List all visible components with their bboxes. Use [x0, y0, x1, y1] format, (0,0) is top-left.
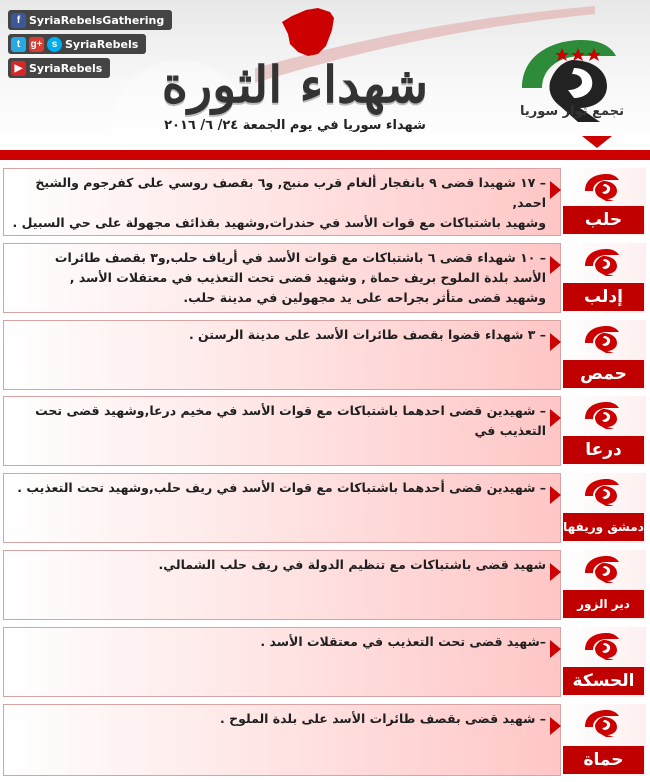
governorate-label: الحسكة — [563, 667, 644, 695]
row-tab — [561, 704, 646, 776]
twitter-icon: t — [11, 37, 26, 52]
row-tab — [561, 627, 646, 697]
social-youtube[interactable] — [8, 58, 110, 78]
row-deir-ezzor — [3, 550, 646, 620]
row-content — [3, 320, 561, 390]
row-content — [3, 627, 561, 697]
row-arrow-icon — [550, 333, 561, 351]
row-text: شهيد قضى باشتباكات مع تنظيم الدولة في ريف حلب الشمالي. — [158, 557, 546, 572]
row-text: – شهيد قضى بقصف طائرات الأسد على بلدة الملوح . — [220, 711, 546, 726]
row-hama — [3, 704, 646, 776]
row-content — [3, 396, 561, 466]
row-content — [3, 704, 561, 776]
row-arrow-icon — [550, 486, 561, 504]
governorate-label: دير الزور — [563, 590, 644, 618]
social-twitter-label: SyriaRebels — [65, 37, 139, 51]
row-content — [3, 473, 561, 543]
row-tab — [561, 550, 646, 620]
syria-rebels-logo-icon — [581, 476, 625, 506]
governorate-label: درعا — [563, 436, 644, 464]
header-divider — [0, 150, 650, 160]
row-tab — [561, 243, 646, 313]
skype-icon: s — [47, 37, 62, 52]
row-arrow-icon — [550, 256, 561, 274]
syria-rebels-logo-icon — [581, 323, 625, 353]
governorate-label: حماة — [563, 746, 644, 774]
row-content — [3, 168, 561, 236]
governorate-label: إدلب — [563, 283, 644, 311]
social-youtube-label: SyriaRebels — [29, 61, 103, 75]
row-text: – شهيدين قضى احدهما باشتباكات مع قوات الأسد في مخيم درعا,وشهيد قضى تحت التعذيب في — [35, 403, 546, 438]
syria-rebels-logo-icon — [581, 553, 625, 583]
row-content — [3, 243, 561, 313]
row-daraa — [3, 396, 646, 466]
social-twitter-google-skype[interactable] — [8, 34, 146, 54]
syria-rebels-logo-icon — [581, 399, 625, 429]
governorate-label: حمص — [563, 360, 644, 388]
row-tab — [561, 396, 646, 466]
row-arrow-icon — [550, 181, 561, 199]
youtube-icon: ▶ — [11, 61, 26, 76]
row-text: – ١٧ شهيدا قضى ٩ بانفجار ألغام قرب منبج, و٦ بقصف روسي على كفرجوم والشيخ احمد, وشهيد باشتباكات مع قوات الأسد في حندرات,وشهيد بقذائف مجهولة على حي السبيل . — [12, 175, 546, 230]
row-arrow-icon — [550, 640, 561, 658]
row-tab — [561, 168, 646, 236]
logo-caption: تجمع ثوار سوريا — [519, 104, 625, 119]
row-content — [3, 550, 561, 620]
row-idlib — [3, 243, 646, 313]
row-text: – ٣ شهداء قضوا بقصف طائرات الأسد على مدينة الرستن . — [188, 327, 546, 342]
page-subtitle: شهداء سوريا في يوم الجمعة ٢٤/ ٦/ ٢٠١٦ — [164, 118, 426, 133]
page-title: شهداء الثورة — [161, 55, 429, 114]
row-text: – ١٠ شهداء قضى ٦ باشتباكات مع قوات الأسد في أرياف حلب,و٣ بقصف طائرات الأسد بلدة الملوح بريف حماة , وشهيد قضى تحت التعذيب في معتقلات الأسد , وشهيد قضى متأثر بجراحه على يد مجهولين في مدينة حلب. — [54, 250, 546, 305]
row-arrow-icon — [550, 409, 561, 427]
header-pointer — [582, 136, 612, 148]
google-plus-icon: g+ — [30, 38, 43, 50]
governorate-label: حلب — [563, 206, 644, 234]
row-hasakah — [3, 627, 646, 697]
row-homs — [3, 320, 646, 390]
row-text: – شهيدين قضى أحدهما باشتباكات مع قوات الأسد في ريف حلب,وشهيد تحت التعذيب . — [17, 480, 546, 495]
social-facebook[interactable] — [8, 10, 172, 30]
social-facebook-label: SyriaRebelsGathering — [29, 13, 165, 27]
row-text: –شهيد قضى تحت التعذيب في معتقلات الأسد . — [260, 634, 546, 649]
row-aleppo — [3, 168, 646, 236]
facebook-icon: f — [11, 13, 26, 28]
syria-rebels-logo-icon — [581, 246, 625, 276]
syria-rebels-logo-icon — [581, 630, 625, 660]
row-arrow-icon — [550, 563, 561, 581]
header — [0, 0, 650, 150]
row-tab — [561, 473, 646, 543]
syria-rebels-logo-icon — [581, 171, 625, 201]
row-tab — [561, 320, 646, 390]
syria-rebels-logo-icon — [581, 707, 625, 737]
governorate-label: دمشق وريفها — [563, 513, 644, 541]
row-damascus — [3, 473, 646, 543]
row-arrow-icon — [550, 717, 561, 735]
